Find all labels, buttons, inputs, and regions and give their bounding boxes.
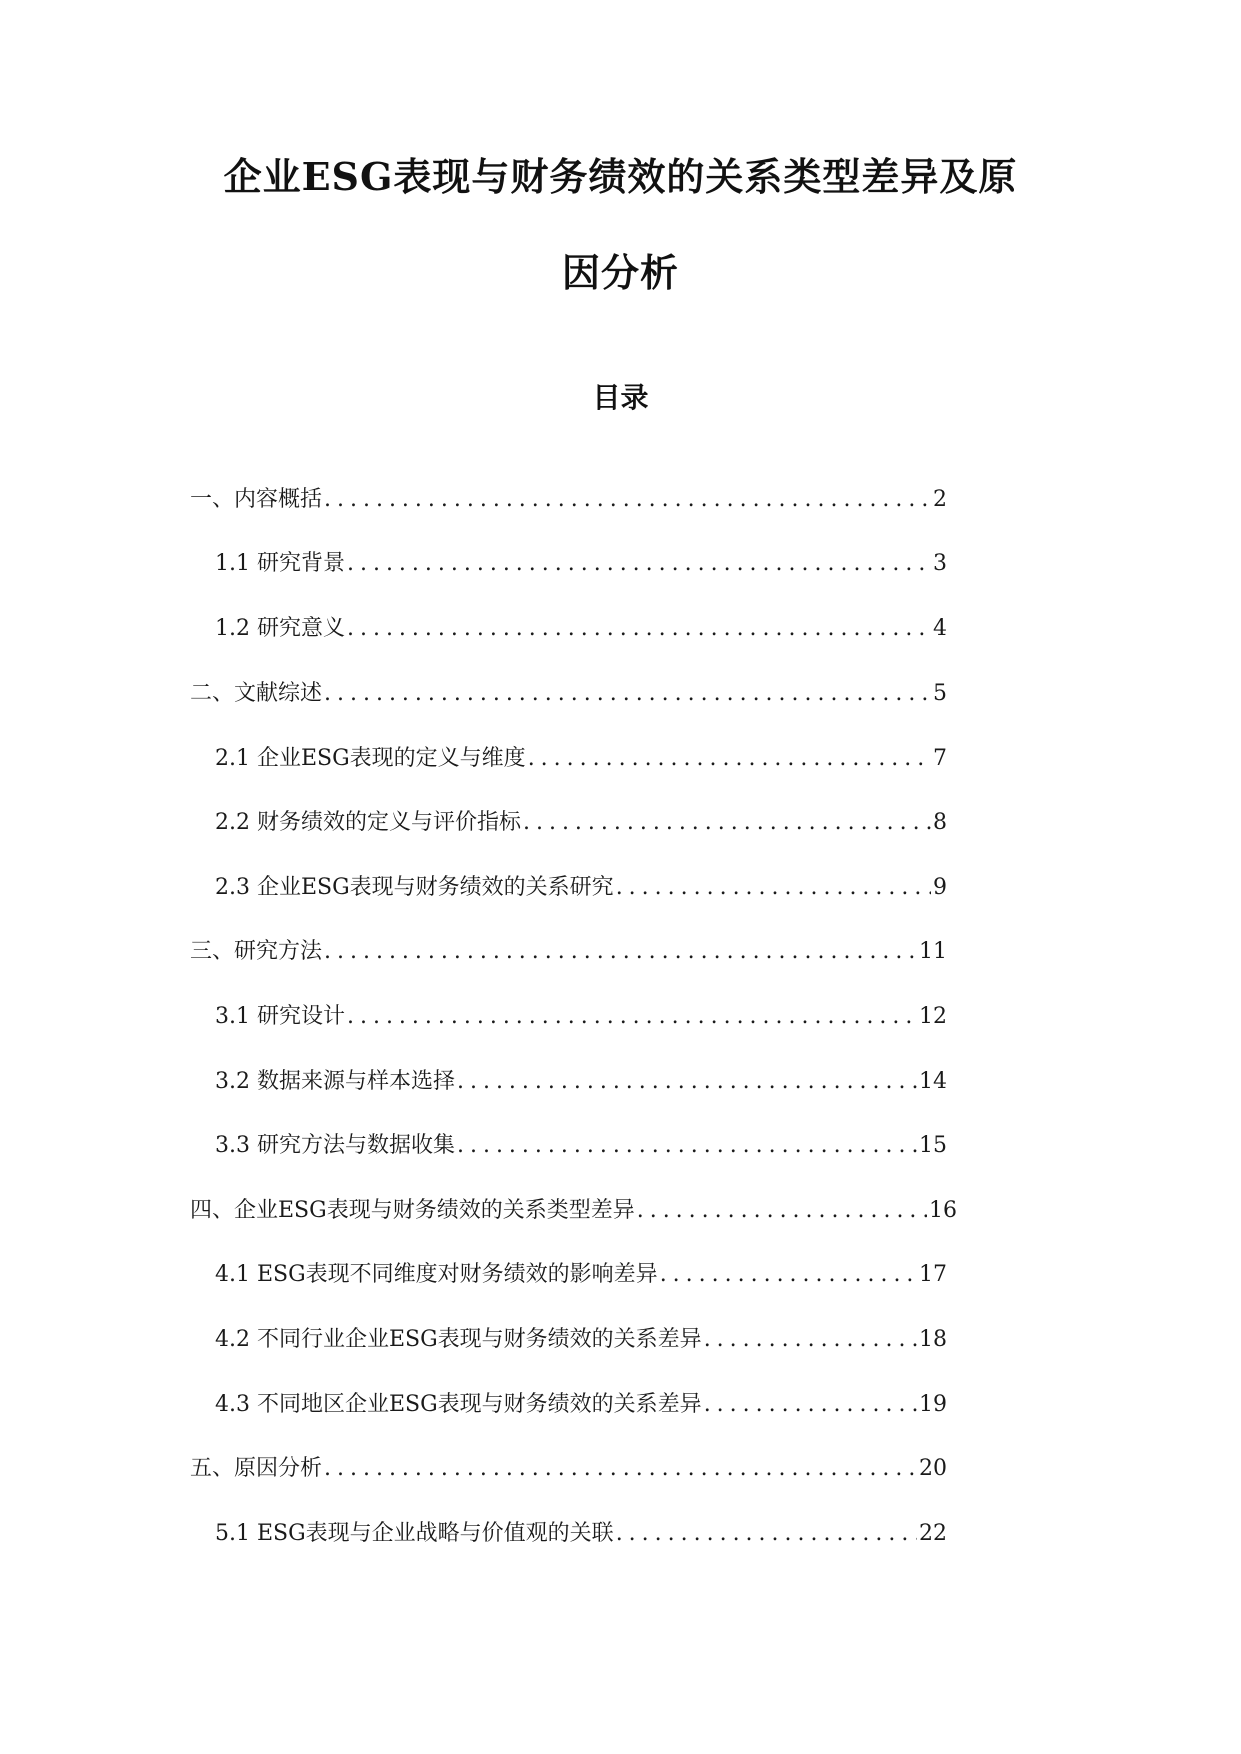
toc-entry-label: 2.3 企业ESG表现与财务绩效的关系研究 — [215, 875, 614, 900]
toc-entry[interactable] — [215, 548, 947, 580]
toc-page-number: 22 — [919, 1521, 947, 1546]
toc-entry-label: 3.2 数据来源与样本选择 — [215, 1069, 455, 1094]
toc-leader-dots — [528, 743, 931, 775]
toc-page-number: 12 — [919, 1004, 947, 1029]
toc-entry[interactable] — [215, 1001, 947, 1033]
toc-entry[interactable] — [190, 1453, 947, 1485]
toc-leader-dots — [616, 872, 931, 904]
toc-entry-label: 一、内容概括 — [190, 487, 323, 512]
toc-entry-label: 4.1 ESG表现不同维度对财务绩效的影响差异 — [215, 1262, 658, 1287]
toc-entry[interactable] — [190, 484, 947, 516]
document-title-line-2: 因分析 — [561, 250, 679, 295]
toc-page-number: 16 — [929, 1198, 957, 1223]
toc-leader-dots — [324, 484, 931, 516]
toc-entry-label: 1.2 研究意义 — [215, 616, 345, 641]
toc-page-number: 5 — [933, 681, 947, 706]
toc-leader-dots — [457, 1130, 917, 1162]
toc-leader-dots — [660, 1259, 917, 1291]
toc-entry[interactable] — [215, 613, 947, 645]
toc-entry-label: 3.3 研究方法与数据收集 — [215, 1133, 455, 1158]
toc-entry-label: 2.1 企业ESG表现的定义与维度 — [215, 746, 526, 771]
toc-entry[interactable] — [215, 1389, 947, 1421]
toc-page-number: 9 — [933, 875, 947, 900]
toc-entry[interactable] — [215, 1324, 947, 1356]
toc-page-number: 8 — [933, 810, 947, 835]
toc-entry-label: 4.3 不同地区企业ESG表现与财务绩效的关系差异 — [215, 1392, 702, 1417]
toc-entry[interactable] — [215, 807, 947, 839]
toc-entry[interactable] — [215, 743, 947, 775]
toc-leader-dots — [324, 1453, 917, 1485]
toc-entry[interactable] — [190, 936, 947, 968]
toc-entry-label: 三、研究方法 — [190, 939, 323, 964]
toc-leader-dots — [347, 613, 931, 645]
toc-page-number: 11 — [919, 939, 947, 964]
document-title-line-1: 企业ESG表现与财务绩效的关系类型差异及原 — [223, 154, 1018, 199]
toc-page-number: 15 — [919, 1133, 947, 1158]
toc-page-number: 20 — [919, 1456, 947, 1481]
toc-entry-label: 3.1 研究设计 — [215, 1004, 345, 1029]
toc-entry[interactable] — [215, 872, 947, 904]
toc-page-number: 3 — [933, 551, 947, 576]
toc-leader-dots — [347, 548, 931, 580]
toc-entry-label: 二、文献综述 — [190, 681, 323, 706]
toc-page-number: 2 — [933, 487, 947, 512]
toc-entry-label: 2.2 财务绩效的定义与评价指标 — [215, 810, 521, 835]
toc-leader-dots — [347, 1001, 917, 1033]
toc-page-number: 7 — [933, 746, 947, 771]
toc-entry-label: 五、原因分析 — [190, 1456, 323, 1481]
toc-leader-dots — [523, 807, 931, 839]
toc-page-number: 17 — [919, 1262, 947, 1287]
toc-leader-dots — [637, 1195, 927, 1227]
toc-page-number: 14 — [919, 1069, 947, 1094]
toc-entry[interactable] — [215, 1066, 947, 1098]
toc-entry[interactable] — [215, 1518, 947, 1550]
toc-entry[interactable] — [190, 678, 947, 710]
toc-leader-dots — [457, 1066, 917, 1098]
toc-page-number: 18 — [919, 1327, 947, 1352]
toc-heading: 目录 — [592, 381, 649, 414]
toc-entry-label: 四、企业ESG表现与财务绩效的关系类型差异 — [190, 1198, 635, 1223]
toc-leader-dots — [324, 936, 917, 968]
toc-leader-dots — [324, 678, 931, 710]
toc-leader-dots — [704, 1324, 917, 1356]
toc-entry[interactable] — [190, 1195, 957, 1227]
toc-entry-label: 5.1 ESG表现与企业战略与价值观的关联 — [215, 1521, 614, 1546]
toc-leader-dots — [704, 1389, 917, 1421]
toc-leader-dots — [616, 1518, 917, 1550]
toc-page-number: 19 — [919, 1392, 947, 1417]
toc-entry-label: 4.2 不同行业企业ESG表现与财务绩效的关系差异 — [215, 1327, 702, 1352]
toc-entry[interactable] — [215, 1259, 947, 1291]
toc-entry-label: 1.1 研究背景 — [215, 551, 345, 576]
toc-page-number: 4 — [933, 616, 947, 641]
toc-entry[interactable] — [215, 1130, 947, 1162]
